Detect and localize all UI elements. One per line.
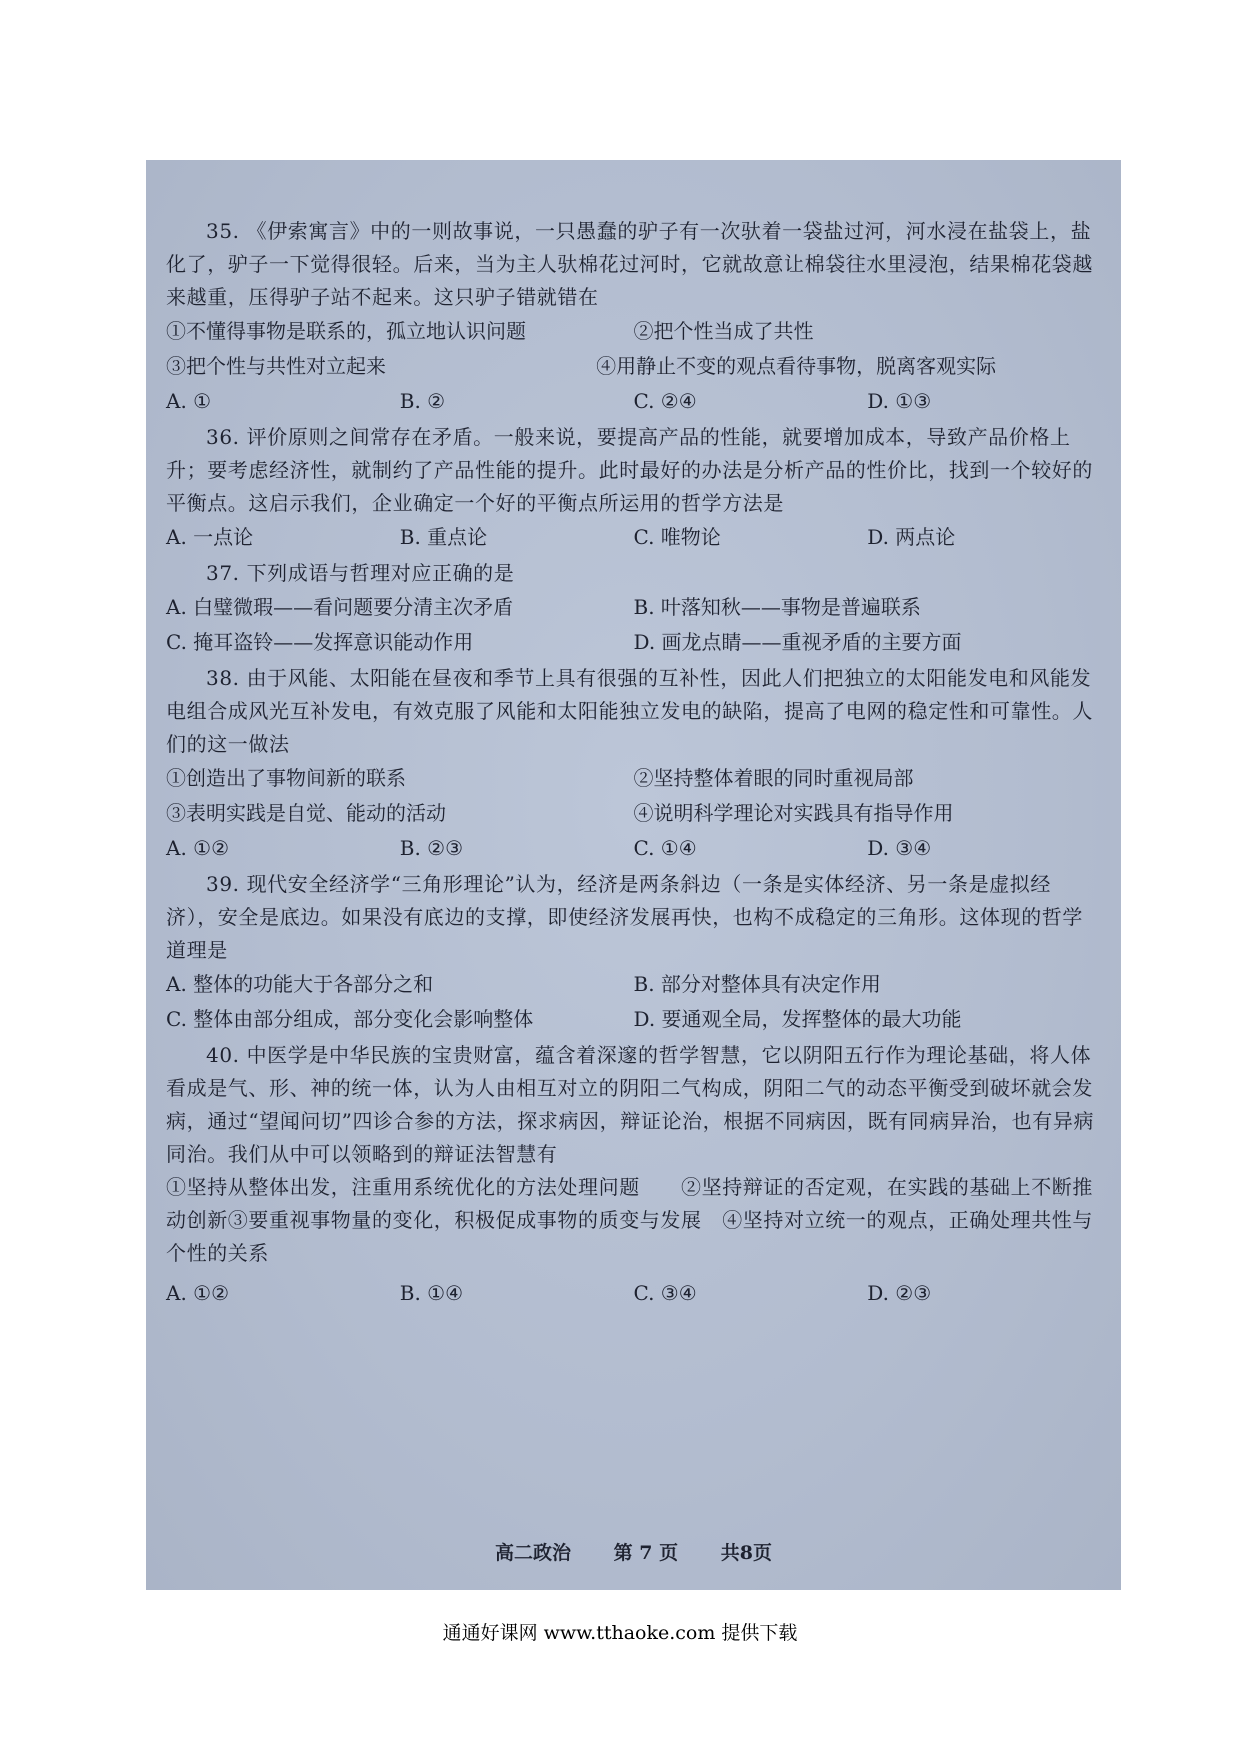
- choice-row: [166, 967, 1101, 1002]
- question-39: [166, 868, 1101, 1037]
- choice-a: A. 整体的功能大于各部分之和: [166, 972, 434, 996]
- page-footer: [146, 1538, 1121, 1565]
- footer-total-pages: 共8页: [720, 1542, 772, 1564]
- choice-c: C. ③④: [633, 1281, 697, 1305]
- choice-row: [166, 1002, 1101, 1037]
- statement: ④用静止不变的观点看待事物，脱离客观实际: [596, 354, 997, 378]
- choice-d: D. ①③: [867, 389, 932, 413]
- choice-b: B. 重点论: [399, 525, 488, 549]
- choice-c: C. ②④: [633, 389, 697, 413]
- choice-d: D. 两点论: [867, 525, 956, 549]
- question-stem: 36. 评价原则之间常存在矛盾。一般来说，要提高产品的性能，就要增加成本，导致产品价格上升；要考虑经济性，就制约了产品性能的提升。此时最好的办法是分析产品的性价比，找到一个较好的平衡点。这启示我们，企业确定一个好的平衡点所运用的哲学方法是: [166, 425, 1093, 515]
- choice-a: A. ①②: [166, 836, 230, 860]
- choice-row: [166, 625, 1101, 660]
- question-stem: 38. 由于风能、太阳能在昼夜和季节上具有很强的互补性，因此人们把独立的太阳能发电和风能发电组合成风光互补发电，有效克服了风能和太阳能独立发电的缺陷，提高了电网的稳定性和可靠性。人们的这一做法: [166, 666, 1093, 756]
- statement: ③把个性与共性对立起来: [166, 354, 386, 378]
- choice-a: A. ①②: [166, 1281, 230, 1305]
- statement-row: [166, 796, 1101, 831]
- statement-row: [166, 761, 1101, 796]
- question-40: [166, 1039, 1101, 1311]
- choice-c: C. 掩耳盗铃——发挥意识能动作用: [166, 630, 474, 654]
- choice-d: D. ②③: [867, 1281, 932, 1305]
- choice-row: [166, 590, 1101, 625]
- choice-row: [166, 831, 1101, 866]
- download-credit: 通通好课网 www.tthaoke.com 提供下载: [442, 1622, 798, 1644]
- question-stem: 37. 下列成语与哲理对应正确的是: [206, 561, 515, 585]
- choice-d: D. 要通观全局，发挥整体的最大功能: [633, 1007, 962, 1031]
- statement: ①不懂得事物是联系的，孤立地认识问题: [166, 319, 526, 343]
- question-stem: 35. 《伊索寓言》中的一则故事说，一只愚蠢的驴子有一次驮着一袋盐过河，河水浸在盐袋上，盐化了，驴子一下觉得很轻。后来，当为主人驮棉花过河时，它就故意让棉袋往水里浸泡，结果棉花袋越来越重，压得驴子站不起来。这只驴子错就错在: [166, 219, 1093, 309]
- choice-b: B. ②: [399, 389, 446, 413]
- choice-d: D. 画龙点睛——重视矛盾的主要方面: [633, 630, 962, 654]
- choice-row: [166, 384, 1101, 419]
- statement-row: [166, 349, 1101, 384]
- choice-a: A. ①: [166, 389, 212, 413]
- statement: ④说明科学理论对实践具有指导作用: [633, 801, 954, 825]
- question-37: [166, 557, 1101, 660]
- question-36: [166, 421, 1101, 555]
- statement-row: [166, 314, 1101, 349]
- choice-row: [166, 1276, 1101, 1311]
- choice-c: C. 整体由部分组成，部分变化会影响整体: [166, 1007, 534, 1031]
- choice-d: D. ③④: [867, 836, 932, 860]
- choice-b: B. 部分对整体具有决定作用: [633, 972, 881, 996]
- question-35: [166, 215, 1101, 419]
- statement: ②坚持整体着眼的同时重视局部: [633, 766, 914, 790]
- statement: ①创造出了事物间新的联系: [166, 766, 406, 790]
- question-38: [166, 662, 1101, 866]
- choice-b: B. 叶落知秋——事物是普遍联系: [633, 595, 921, 619]
- choice-b: B. ②③: [399, 836, 464, 860]
- statement: ③表明实践是自觉、能动的活动: [166, 801, 446, 825]
- question-stem: 39. 现代安全经济学“三角形理论”认为，经济是两条斜边（一条是实体经济、另一条是虚拟经济），安全是底边。如果没有底边的支撑，即使经济发展再快，也构不成稳定的三角形。这体现的哲学道理是: [166, 872, 1083, 962]
- choice-a: A. 白璧微瑕——看问题要分清主次矛盾: [166, 595, 514, 619]
- choice-c: C. 唯物论: [633, 525, 721, 549]
- statement: ②把个性当成了共性: [633, 319, 814, 343]
- footer-subject: 高二政治: [495, 1542, 572, 1564]
- choice-row: [166, 520, 1101, 555]
- question-stem: 40. 中医学是中华民族的宝贵财富，蕴含着深邃的哲学智慧，它以阴阳五行作为理论基础，将人体看成是气、形、神的统一体，认为人由相互对立的阴阳二气构成，阴阳二气的动态平衡受到破坏就会发病，通过“望闻问切”四诊合参的方法，探求病因，辩证论治，根据不同病因，既有同病异治，也有异病同治。我们从中可以领略到的辩证法智慧有: [166, 1043, 1095, 1166]
- statement-block: ①坚持从整体出发，注重用系统优化的方法处理问题 ②坚持辩证的否定观，在实践的基础上不断推动创新③要重视事物量的变化，积极促成事物的质变与发展 ④坚持对立统一的观点，正确处理共性与个性的关系: [166, 1175, 1093, 1265]
- footer-page-number: 第 7 页: [613, 1542, 679, 1564]
- choice-b: B. ①④: [399, 1281, 464, 1305]
- exam-content: [166, 215, 1101, 1313]
- choice-a: A. 一点论: [166, 525, 254, 549]
- choice-c: C. ①④: [633, 836, 697, 860]
- scanned-page-photo: [146, 160, 1121, 1590]
